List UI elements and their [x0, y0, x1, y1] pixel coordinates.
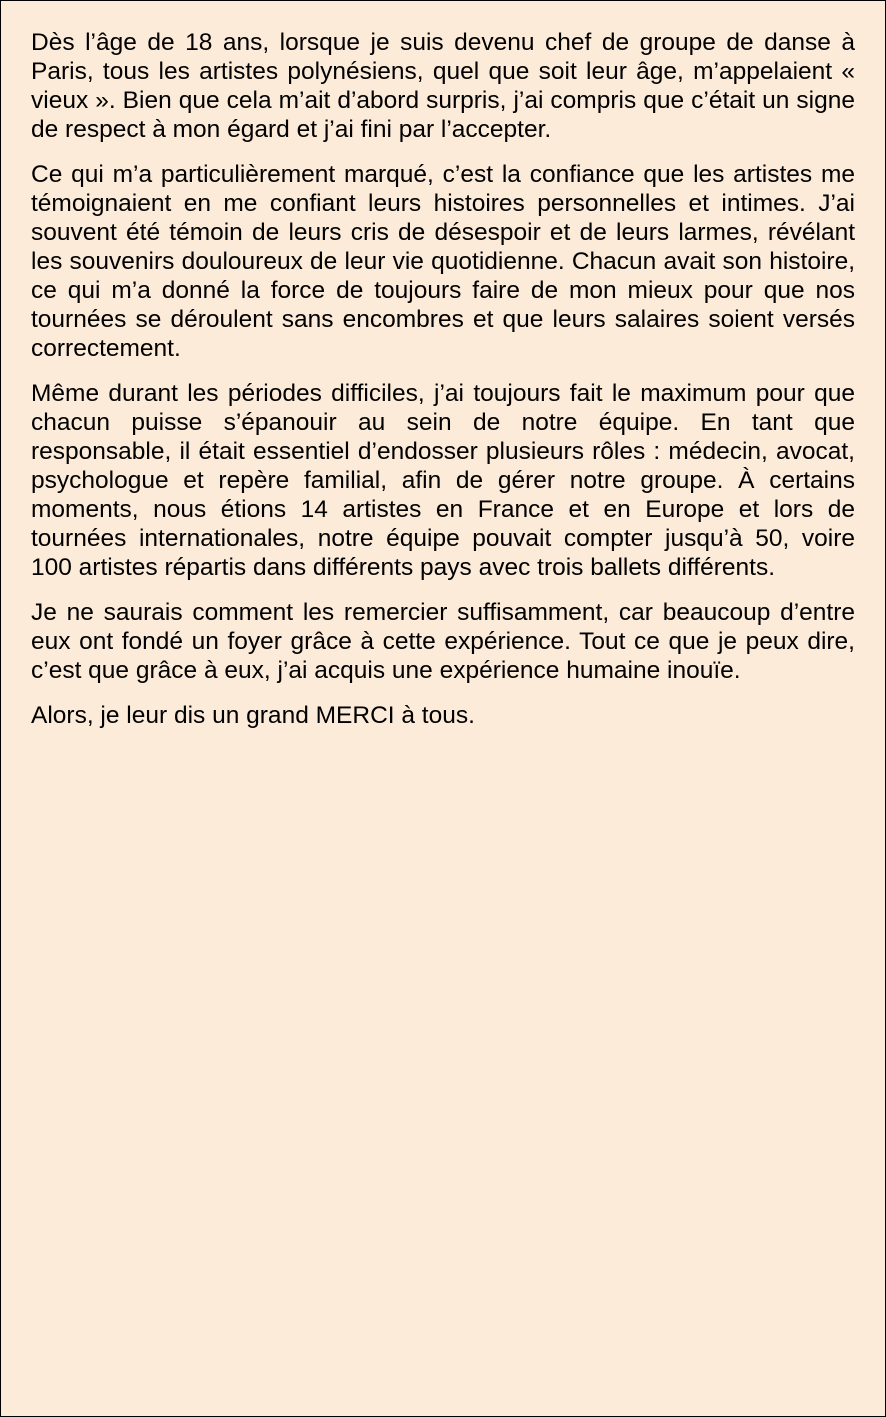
paragraph-2: Ce qui m’a particulièrement marqué, c’est la confiance que les artistes me témoignaient en me confiant leurs histoires personnelles et intimes. J’ai souvent été témoin de leurs cris de désespoir et de leurs larmes, révélant les souvenirs douloureux de leur vie quotidienne. Chacun avait son histoire, ce qui m’a donné la force de toujours faire de mon mieux pour que nos tournées se déroulent sans encombres et que leurs salaires soient versés correctement.	[31, 161, 855, 362]
paragraph-4: Je ne saurais comment les remercier suffisamment, car beaucoup d’entre eux ont fondé un foyer grâce à cette expérience. Tout ce que je peux dire, c’est que grâce à eux, j’ai acquis une expérience humaine inouïe.	[31, 599, 855, 684]
closing-paragraph: Alors, je leur dis un grand MERCI à tous.	[31, 702, 475, 729]
paragraph-1: Dès l’âge de 18 ans, lorsque je suis devenu chef de groupe de danse à Paris, tous les artistes polynésiens, quel que soit leur âge, m’appelaient « vieux ». Bien que cela m’ait d’abord surpris, j’ai compris que c’était un signe de respect à mon égard et j’ai fini par l’accepter.	[31, 29, 855, 143]
paragraph-3: Même durant les périodes difficiles, j’ai toujours fait le maximum pour que chacun puisse s’épanouir au sein de notre équipe. En tant que responsable, il était essentiel d’endosser plusieurs rôles : médecin, avocat, psychologue et repère familial, afin de gérer notre groupe. À certains moments, nous étions 14 artistes en France et en Europe et lors de tournées internationales, notre équipe pouvait compter jusqu’à 50, voire 100 artistes répartis dans différents pays avec trois ballets différents.	[31, 380, 855, 581]
text-block	[31, 28, 855, 746]
